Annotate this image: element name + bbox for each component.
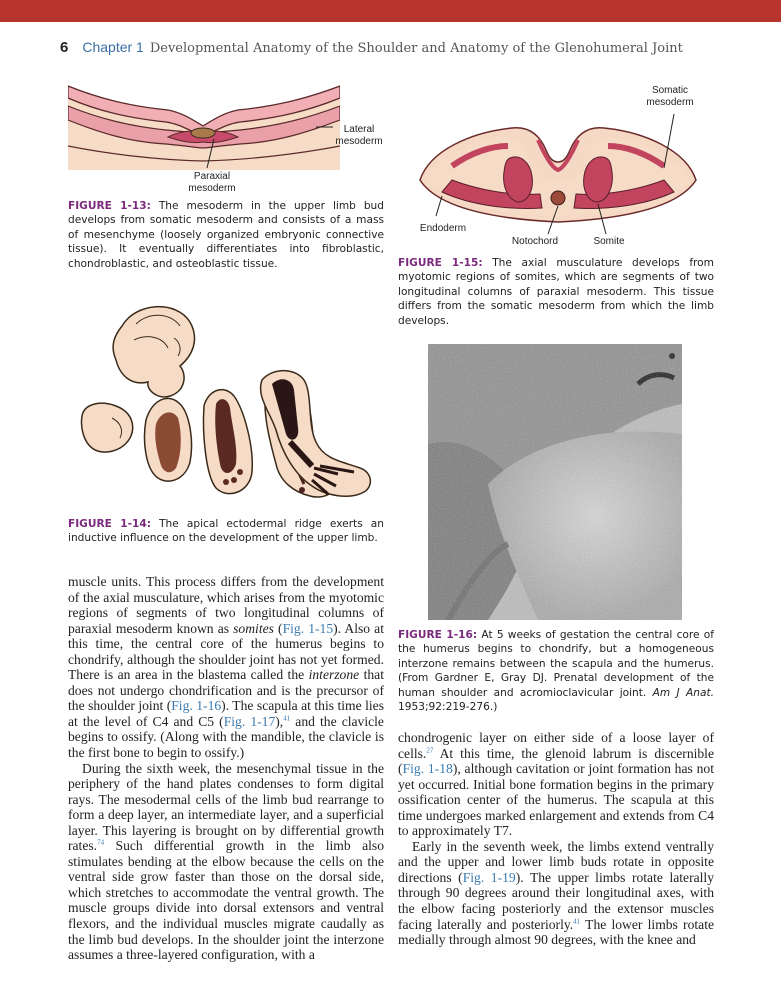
top-color-band xyxy=(0,0,781,22)
figure-1-16-label: FIGURE 1-16: xyxy=(398,629,478,641)
figure-1-15-label: FIGURE 1-15: xyxy=(398,257,483,269)
figure-1-13-caption xyxy=(68,199,384,271)
citation-27[interactable]: 27 xyxy=(426,746,434,755)
citation-74[interactable]: 74 xyxy=(97,838,105,847)
label-endoderm: Endoderm xyxy=(419,223,467,234)
fig-1-15-link[interactable]: Fig. 1-15 xyxy=(282,620,334,636)
limb-bud-stage-1 xyxy=(81,403,132,452)
label-paraxial-mesoderm: Paraxial mesoderm xyxy=(188,171,236,194)
right-paragraph-2: Early in the seventh week, the limbs extend ventrally and the upper and lower limb buds rotate in opposite directions (Fig. 1-19). The upper limbs rotate laterally through 90 degrees around their longitudinal axes, with the elbow facing posteriorly and the extensor muscles facing laterally and posteriorly.$^{41}$ The lower limbs rotate medially through almost 90 degrees, with the knee and xyxy=(398,838,715,948)
label-notochord: Notochord xyxy=(511,236,559,247)
figure-1-15-illustration xyxy=(412,110,704,238)
fig-1-19-link[interactable]: Fig. 1-19 xyxy=(462,869,516,885)
chapter-label: Chapter 1 xyxy=(82,39,144,55)
figure-1-16-journal: Am J Anat. xyxy=(652,686,714,699)
limb-bud-stage-2 xyxy=(145,398,192,481)
figure-1-13-text: The mesoderm in the upper limb bud develops from somatic mesoderm and consists of a mass of mesenchyme (loosely organized embryonic connective tissue). It eventually differentiates into fibroblastic, chondroblastic, and osteoblastic tissue. xyxy=(68,200,384,270)
figure-1-14-caption xyxy=(68,517,384,546)
figure-1-14-label: FIGURE 1-14: xyxy=(68,518,152,530)
page-number: 6 xyxy=(60,39,69,56)
right-text-column xyxy=(398,730,714,948)
label-somite: Somite xyxy=(593,236,625,247)
fig-1-18-link[interactable]: Fig. 1-18 xyxy=(402,761,453,777)
figure-1-14-text: The apical ectodermal ridge exerts an inductive influence on the development of the upper limb. xyxy=(68,518,384,545)
figure-1-16-text: At 5 weeks of gestation the central core of the humerus begins to chondrify, but a homogeneous interzone remains between the scapula and the humerus. (From Gardner E, Gray DJ. Prenatal development of the human shoulder and acromioclavicular joint. xyxy=(398,629,714,699)
figure-1-14-illustration xyxy=(76,296,376,506)
figure-1-15-text: The axial musculature develops from myotomic regions of somites, which are segments of two longitudinal columns of paraxial mesoderm. This tissue differs from the somatic mesoderm from which the limb develops. xyxy=(398,257,714,327)
figure-1-13-label: FIGURE 1-13: xyxy=(68,200,151,212)
running-header xyxy=(60,39,720,61)
citation-41-b[interactable]: 41 xyxy=(573,917,581,926)
figure-1-16-micrograph xyxy=(428,344,682,620)
left-paragraph-2: During the sixth week, the mesenchymal tissue in the periphery of the hand plates condenses to form digital rays. The mesodermal cells of the limb bud rearrange to form a deep layer, an intermediate layer, and a superficial layer. This layering is brought on by differential growth rates.$^{74}$ Such differential growth in the limb also stimulates bending at the elbow because the cells on the ventral side grow faster than those on the dorsal side, which stretches to accommodate the ventral growth. The muscle groups divide into dorsal extensors and ventral flexors, and the individual muscles migrate caudally as the limb bud develops. In the shoulder joint the interzone assumes a three-layered configuration, with a xyxy=(68,760,384,963)
left-text-column xyxy=(68,574,384,963)
limb-bud-stage-3 xyxy=(204,390,253,494)
embryo-drawing xyxy=(113,307,194,397)
right-paragraph-1: chondrogenic layer on either side of a loose layer of cells.$^{27}$ At this time, the glenoid labrum is discernible (Fig. 1-18), although cavitation or joint formation has not yet occurred. Initial bone formation begins in the primary ossification center of the humerus. The scapula at this time undergoes marked enlargement and extends from C4 to approximately T7. xyxy=(398,730,714,839)
fig-1-17-link[interactable]: Fig. 1-17 xyxy=(223,713,276,729)
figure-1-15-caption xyxy=(398,256,714,328)
chapter-title: Developmental Anatomy of the Shoulder and Anatomy of the Glenohumeral Joint xyxy=(149,41,683,56)
figure-1-16-caption xyxy=(398,628,714,714)
figure-1-16-citation: 1953;92:219-276.) xyxy=(398,701,498,714)
left-paragraph-1: muscle units. This process differs from the development of the axial musculature, which arises from the myotomic regions of segments of two longitudinal columns of paraxial mesoderm known as somites (Fig. 1-15). Also at this time, the central core of the humerus begins to chondrify, although the shoulder joint has not yet formed. There is an area in the blastema called the interzone that does not undergo chondrification and is the precursor of the shoulder joint (Fig. 1-16). The scapula at this time lies at the level of C4 and C5 (Fig. 1-17),$^{41}$ and the clavicle begins to ossify. (Along with the mandible, the clavicle is the first bone to begin to ossify.) xyxy=(68,574,384,761)
label-lateral-mesoderm: Lateral mesoderm xyxy=(335,124,383,147)
figure-1-13-illustration xyxy=(68,84,340,170)
citation-41[interactable]: 41 xyxy=(283,714,291,723)
fig-1-16-link[interactable]: Fig. 1-16 xyxy=(171,698,222,714)
label-somatic-mesoderm: Somatic mesoderm xyxy=(646,85,694,108)
limb-bud-stage-5 xyxy=(261,371,371,497)
